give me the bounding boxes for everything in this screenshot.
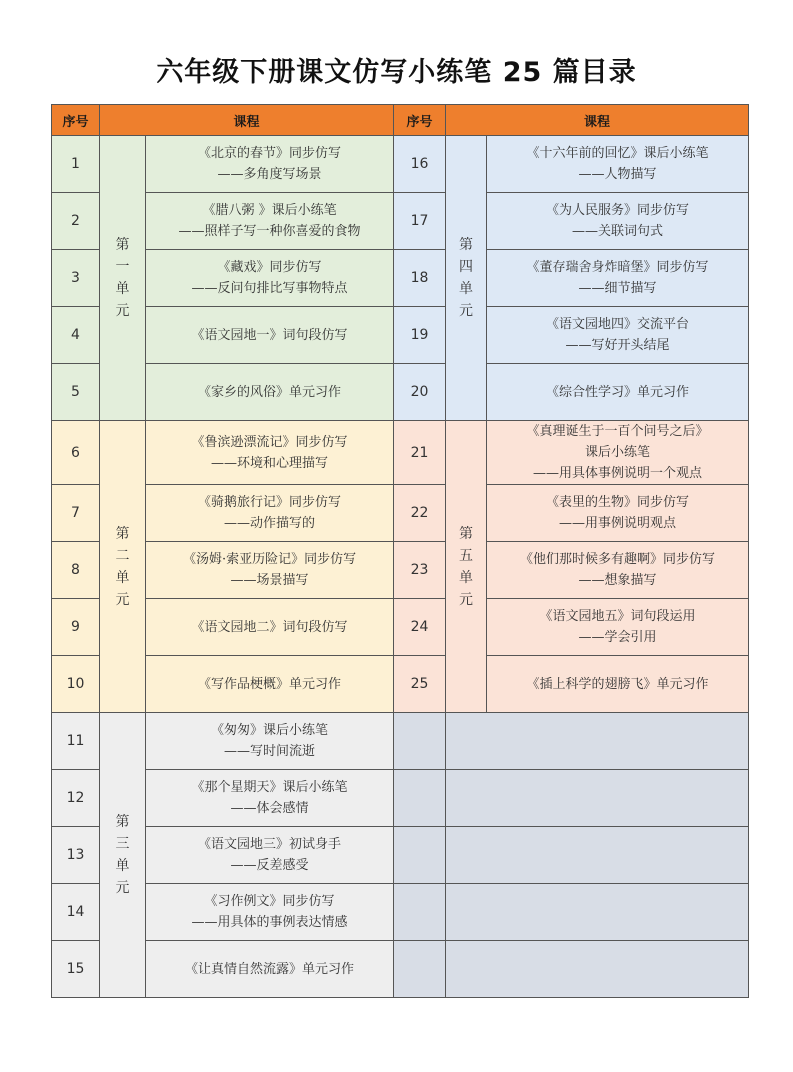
- course-line: ——关联词句式: [572, 224, 664, 239]
- empty-cell: [394, 941, 446, 998]
- entry-course: [146, 656, 394, 713]
- empty-cell: [446, 884, 749, 941]
- header-num-left: 序号: [52, 105, 100, 136]
- entry-number: 24: [394, 599, 446, 656]
- entry-course: [146, 599, 394, 656]
- header-course-right: 课程: [446, 105, 749, 136]
- course-line: 《汤姆·索亚历险记》同步仿写: [182, 552, 357, 567]
- course-line: 《语文园地五》词句段运用: [539, 609, 696, 624]
- unit-label-char: 第: [459, 525, 474, 542]
- unit-label-char: 第: [115, 814, 130, 830]
- course-line: 《插上科学的翅膀飞》单元习作: [526, 676, 709, 692]
- table-row: [52, 485, 749, 542]
- unit-label-char: 第: [115, 237, 130, 253]
- unit-label-char: 二: [115, 547, 130, 564]
- unit-label-char: 元: [115, 591, 130, 608]
- unit-label-char: 一: [115, 259, 130, 275]
- entry-course: [487, 599, 749, 656]
- table-row: [52, 250, 749, 307]
- entry-course: [146, 884, 394, 941]
- entry-number: 10: [52, 656, 100, 713]
- entry-number: 17: [394, 193, 446, 250]
- entry-number: 11: [52, 713, 100, 770]
- entry-number: 13: [52, 827, 100, 884]
- unit-label-char: 第: [115, 525, 130, 542]
- course-line: 《那个星期天》课后小练笔: [191, 780, 348, 795]
- unit-label: [100, 713, 146, 998]
- course-line: 《语文园地四》交流平台: [546, 317, 690, 332]
- unit-label: [100, 421, 146, 713]
- course-line: 《腊八粥 》课后小练笔: [202, 203, 337, 218]
- entry-number: 16: [394, 136, 446, 193]
- course-line: ——场景描写: [230, 573, 309, 588]
- empty-cell: [394, 713, 446, 770]
- unit-label-char: 元: [115, 880, 130, 896]
- course-line: ——学会引用: [578, 630, 657, 645]
- entry-course: [146, 770, 394, 827]
- table-row: [52, 193, 749, 250]
- entry-number: 22: [394, 485, 446, 542]
- course-line: 《语文园地三》初试身手: [198, 837, 342, 852]
- header-num-right: 序号: [394, 105, 446, 136]
- table-row: [52, 542, 749, 599]
- unit-label-char: 单: [115, 281, 130, 297]
- course-line: 《匆匆》课后小练笔: [211, 723, 329, 738]
- table-row: [52, 941, 749, 998]
- course-line: ——照样子写一种你喜爱的食物: [178, 224, 361, 239]
- table-row: [52, 656, 749, 713]
- course-line: 《他们那时候多有趣啊》同步仿写: [520, 552, 716, 567]
- unit-label-char: 元: [459, 591, 474, 608]
- empty-cell: [446, 941, 749, 998]
- entry-course: [146, 542, 394, 599]
- entry-number: 25: [394, 656, 446, 713]
- course-line: 课后小练笔: [585, 445, 651, 460]
- entry-course: [487, 421, 749, 485]
- entry-number: 19: [394, 307, 446, 364]
- empty-cell: [394, 884, 446, 941]
- unit-label: [100, 136, 146, 421]
- entry-course: [487, 136, 749, 193]
- table-row: [52, 770, 749, 827]
- entry-course: [146, 193, 394, 250]
- course-line: 《表里的生物》同步仿写: [546, 495, 690, 510]
- course-line: ——用具体事例说明一个观点: [533, 466, 703, 481]
- course-line: 《十六年前的回忆》课后小练笔: [526, 146, 709, 161]
- entry-number: 14: [52, 884, 100, 941]
- unit-label-char: 四: [459, 259, 474, 275]
- entry-course: [146, 485, 394, 542]
- empty-cell: [446, 713, 749, 770]
- unit-label-char: 第: [459, 237, 474, 253]
- entry-number: 20: [394, 364, 446, 421]
- course-line: 《董存瑞舍身炸暗堡》同步仿写: [526, 260, 709, 275]
- entry-course: [487, 542, 749, 599]
- table-row: [52, 307, 749, 364]
- entry-course: [487, 656, 749, 713]
- entry-course: [146, 713, 394, 770]
- entry-number: 5: [52, 364, 100, 421]
- unit-label-char: 单: [459, 569, 474, 586]
- table-row: [52, 421, 749, 485]
- entry-course: [487, 250, 749, 307]
- unit-label-char: 单: [115, 858, 130, 874]
- entry-number: 18: [394, 250, 446, 307]
- unit-label: [446, 421, 487, 713]
- entry-course: [487, 307, 749, 364]
- table-row: [52, 599, 749, 656]
- unit-label-char: 元: [459, 303, 474, 319]
- course-line: ——动作描写的: [224, 516, 316, 531]
- entry-course: [487, 485, 749, 542]
- table-row: [52, 713, 749, 770]
- page-title: 六年级下册课文仿写小练笔 25 篇目录: [156, 57, 637, 88]
- course-line: ——用事例说明观点: [559, 516, 677, 531]
- course-line: ——体会感情: [230, 801, 309, 816]
- entry-number: 2: [52, 193, 100, 250]
- entry-number: 6: [52, 421, 100, 485]
- entry-number: 4: [52, 307, 100, 364]
- unit-label-char: 单: [459, 281, 474, 297]
- entry-course: [146, 941, 394, 998]
- unit-label-char: 单: [115, 569, 130, 586]
- entry-course: [487, 193, 749, 250]
- entry-number: 8: [52, 542, 100, 599]
- header-course-left: 课程: [100, 105, 394, 136]
- course-line: 《北京的春节》同步仿写: [198, 146, 342, 161]
- course-line: ——细节描写: [578, 281, 657, 296]
- course-line: 《写作品梗概》单元习作: [198, 676, 342, 692]
- course-line: ——想象描写: [578, 573, 657, 588]
- course-line: ——人物描写: [578, 167, 657, 182]
- empty-cell: [446, 827, 749, 884]
- course-line: 《习作例文》同步仿写: [204, 894, 335, 909]
- entry-number: 9: [52, 599, 100, 656]
- entry-number: 15: [52, 941, 100, 998]
- course-line: 《真理诞生于一百个问号之后》: [526, 424, 709, 439]
- course-line: 《综合性学习》单元习作: [546, 384, 690, 400]
- entry-course: [487, 364, 749, 421]
- table-row: [52, 136, 749, 193]
- course-line: ——写好开头结尾: [565, 338, 670, 353]
- course-line: 《语文园地二》词句段仿写: [191, 619, 348, 635]
- table-of-contents: [51, 104, 749, 998]
- unit-label-char: 五: [459, 547, 474, 564]
- course-line: ——写时间流逝: [224, 744, 316, 759]
- entry-number: 7: [52, 485, 100, 542]
- entry-number: 3: [52, 250, 100, 307]
- empty-cell: [394, 770, 446, 827]
- course-line: 《家乡的风俗》单元习作: [198, 384, 342, 400]
- unit-label-char: 三: [115, 836, 130, 852]
- course-line: 《鲁滨逊漂流记》同步仿写: [191, 434, 348, 450]
- course-line: ——环境和心理描写: [211, 455, 329, 471]
- course-line: 《为人民服务》同步仿写: [546, 203, 690, 218]
- entry-course: [146, 364, 394, 421]
- course-line: ——反差感受: [230, 858, 309, 873]
- entry-course: [146, 250, 394, 307]
- empty-cell: [394, 827, 446, 884]
- entry-course: [146, 421, 394, 485]
- course-line: 《骑鹅旅行记》同步仿写: [198, 495, 342, 510]
- course-line: ——用具体的事例表达情感: [191, 915, 348, 930]
- entry-course: [146, 827, 394, 884]
- entry-course: [146, 307, 394, 364]
- course-line: 《语文园地一》词句段仿写: [191, 327, 348, 343]
- course-line: 《让真情自然流露》单元习作: [185, 961, 355, 977]
- empty-cell: [446, 770, 749, 827]
- course-line: ——多角度写场景: [217, 167, 322, 182]
- unit-label-char: 元: [115, 303, 130, 319]
- entry-course: [146, 136, 394, 193]
- table-row: [52, 364, 749, 421]
- entry-number: 1: [52, 136, 100, 193]
- entry-number: 21: [394, 421, 446, 485]
- table-row: [52, 884, 749, 941]
- entry-number: 12: [52, 770, 100, 827]
- course-line: ——反问句排比写事物特点: [191, 281, 348, 296]
- course-line: 《藏戏》同步仿写: [217, 260, 322, 275]
- entry-number: 23: [394, 542, 446, 599]
- table-row: [52, 827, 749, 884]
- unit-label: [446, 136, 487, 421]
- header-row: [52, 105, 749, 136]
